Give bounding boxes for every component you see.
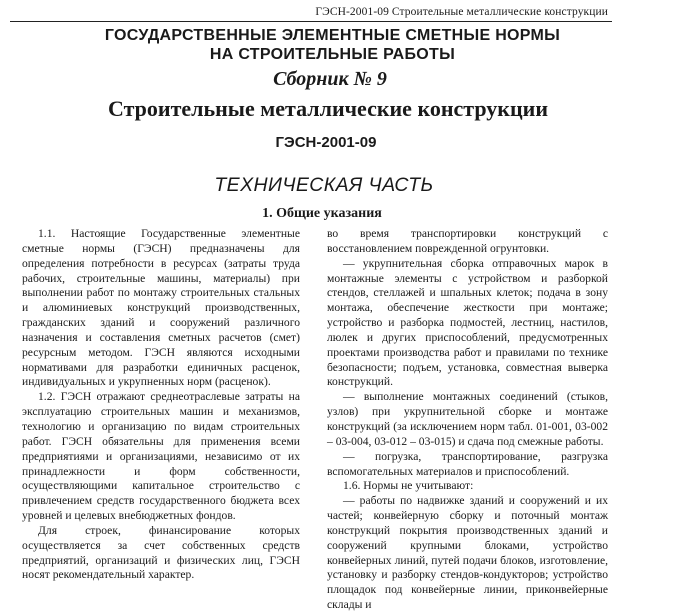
paragraph: — выполнение монтажных соединений (стыков, узлов) при укрупнительной сборке и монтаже конструкций (за исключением норм табл. 01-001, 03-002 – 03-004, 03-012 – 03-015) и сдача под смежные работы. — [327, 390, 608, 448]
collection-name: Строительные металлические конструкции — [108, 96, 548, 121]
document-title-line-2: НА СТРОИТЕЛЬНЫЕ РАБОТЫ — [209, 46, 456, 63]
paragraph: — погрузка, транспортирование, разгрузка вспомогательных материалов и приспособлений. — [327, 449, 608, 478]
title-block — [0, 26, 680, 64]
paragraph: — укрупнительная сборка отправочных марок в монтажные элементы с устройством и разборкой стендов, стеллажей и шпальных клеток; подача в зону монтажа, обеспечение жесткости при монтаже; устройство и разборка подмостей, лестниц, настилов, люлек и других приспособлений, предусмотренных проектами производства работ и правилами по технике безопасности; подъем, установка, совместная выверка конструкций. — [327, 256, 608, 389]
collection-number: Сборник № 9 — [273, 68, 387, 90]
subsection-title: 1. Общие указания — [262, 206, 382, 221]
paragraph: 1.1. Настоящие Государственные элементные сметные нормы (ГЭСН) предназначены для определения потребности в ресурсах (затраты труда рабочих, строительные машины, материалы) при выполнении работ по монтажу строительных стальных и алюминиевых конструкций производственных, гражданских зданий и сооружений различного назначения и составления сметных расчетов (смет) ресурсным методом. ГЭСН являются исходными нормативами для разработки единичных расценок, индивидуальных и укрупненных норм (расценок). — [22, 227, 300, 389]
header-rule — [10, 21, 612, 22]
paragraph-continuation: во время транспортировки конструкций с восстановлением поврежденной огрунтовки. — [327, 227, 608, 255]
running-head: ГЭСН-2001-09 Строительные металлические конструкции — [315, 6, 608, 18]
right-column — [327, 227, 608, 613]
paragraph: 1.2. ГЭСН отражают среднеотраслевые затраты на эксплуатацию строительных машин и механизмов, технологию и организацию по видам строительных работ. ГЭСН обязательны для применения всеми предприятиями и организациями, независимо от их принадлежности и форм собственности, осуществляющими капитальное строительство с привлечением средств государственного бюджета всех уровней и целевых внебюджетных фондов. — [22, 390, 300, 523]
document-code: ГЭСН-2001-09 — [275, 134, 377, 151]
paragraph: Для строек, финансирование которых осуществляется за счет собственных средств предприятий, организаций и физических лиц, ГЭСН носят рекомендательный характер. — [22, 523, 300, 582]
paragraph: — работы по надвижке зданий и сооружений и их частей; конвейерную сборку и поточный монтаж конструкций покрытия производственных зданий и сооружений крупными блоками, устройство конвейерных линий, путей подачи блоков, изготовление, установку и разборку стендов-кондукторов; устройство площадок под конвейерные линии, приконвейерные склады и — [327, 494, 608, 612]
document-title-line-1: ГОСУДАРСТВЕННЫЕ ЭЛЕМЕНТНЫЕ СМЕТНЫЕ НОРМЫ — [104, 27, 561, 44]
paragraph: 1.6. Нормы не учитывают: — [343, 479, 474, 493]
section-title: ТЕХНИЧЕСКАЯ ЧАСТЬ — [214, 174, 434, 196]
left-column — [22, 227, 300, 583]
